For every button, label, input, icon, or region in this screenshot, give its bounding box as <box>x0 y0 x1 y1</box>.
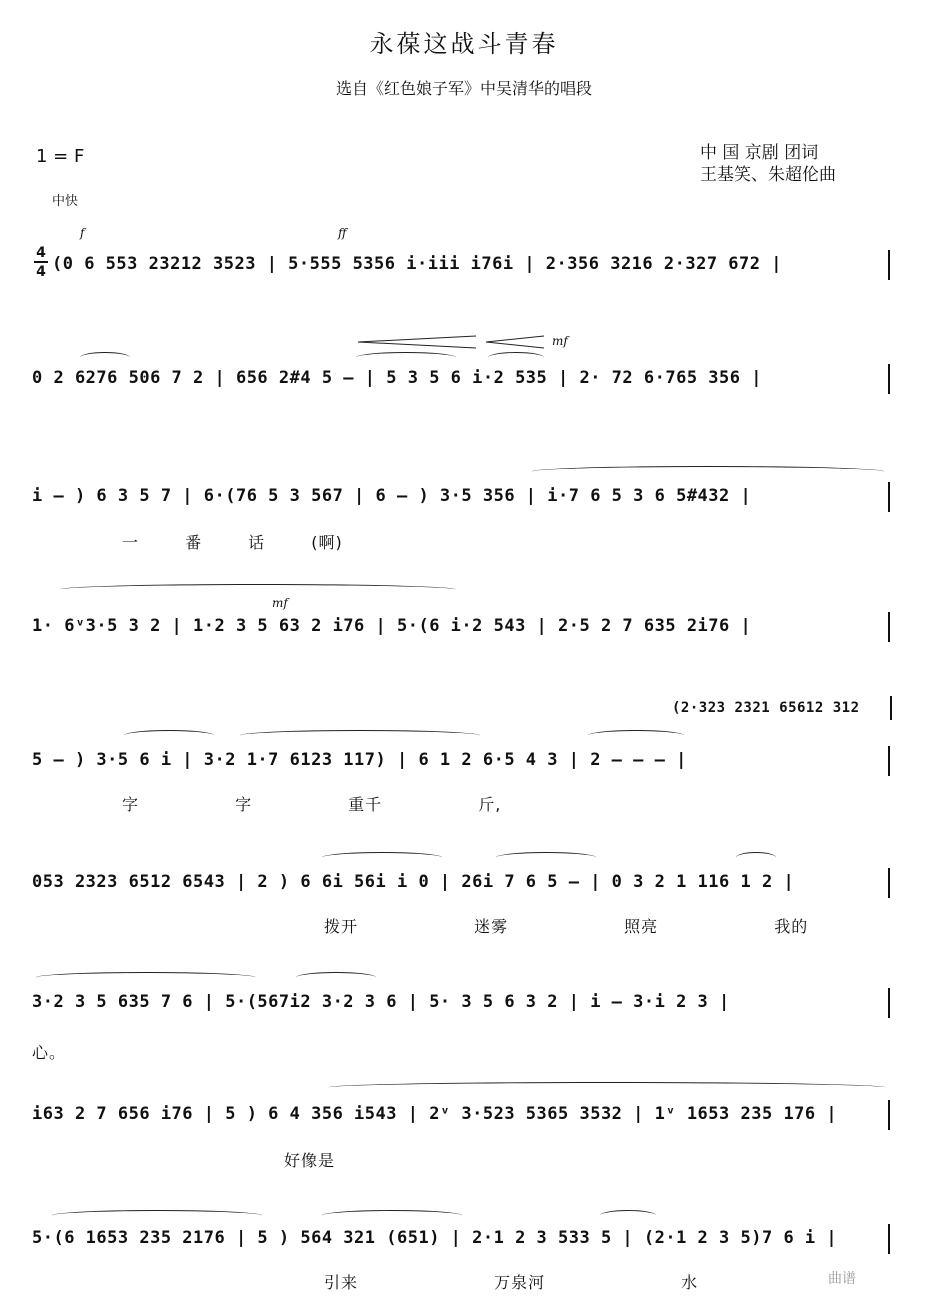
dynamic-marking: mf <box>552 334 568 348</box>
lyricist-credit: 中 国 京剧 团词 <box>700 143 819 163</box>
notation-row: i – ) 6 3 5 7 | 6·(76 5 3 567 | 6 – ) 3·5 356 | i·7 6 5 3 6 5#432 | <box>32 486 752 506</box>
composer-credit: 王基笑、朱超伦曲 <box>700 165 836 185</box>
slur <box>496 852 596 863</box>
page-title: 永葆这战斗青春 <box>369 30 559 58</box>
barline <box>888 1224 890 1254</box>
slur <box>240 730 480 741</box>
slur <box>356 352 456 363</box>
notation-row: i63 2 7 656 i76 | 5 ) 6 4 356 i543 | 2ᵛ 3·523 5365 3532 | 1ᵛ 1653 235 176 | <box>32 1104 838 1124</box>
barline <box>888 1100 890 1130</box>
lyrics-row: 一 番 话 (啊) <box>122 533 343 552</box>
slur <box>588 730 684 741</box>
notation-row: 053 2323 6512 6543 | 2 ) 6 6i 56i i 0 | 26i 7 6 5 – | 0 3 2 1 116 1 2 | <box>32 872 795 892</box>
slur <box>328 1082 886 1093</box>
barline <box>888 482 890 512</box>
slur <box>36 972 256 983</box>
barline <box>888 868 890 898</box>
slur <box>532 466 884 477</box>
barline <box>888 988 890 1018</box>
notation-row: (0 6 553 23212 3523 | 5·555 5356 i·iii i76i | 2·356 3216 2·327 672 | <box>52 254 782 274</box>
barline <box>888 364 890 394</box>
lyrics-row: 好像是 <box>284 1151 336 1170</box>
barline <box>888 746 890 776</box>
dynamic-marking: ff <box>338 226 347 240</box>
lyrics-row: 拨开 迷雾 照亮 我的 <box>324 917 809 936</box>
notation-row: 1· 6ᵛ3·5 3 2 | 1·2 3 5 63 2 i76 | 5·(6 i·2 543 | 2·5 2 7 635 2i76 | <box>32 616 752 636</box>
key-signature: 1 = F <box>36 146 85 167</box>
slur <box>736 852 776 863</box>
barline <box>888 250 890 280</box>
tempo-marking: 中快 <box>52 194 79 209</box>
slur <box>322 852 442 863</box>
slur <box>60 584 456 595</box>
barline <box>888 612 890 642</box>
lyrics-row: 引来 万泉河 水 <box>324 1273 699 1292</box>
notation-row: 5 – ) 3·5 6 i | 3·2 1·7 6123 117) | 6 1 2 6·5 4 3 | 2 – – – | <box>32 750 687 770</box>
slur <box>124 730 214 741</box>
page-subtitle: 选自《红色娘子军》中吴清华的唱段 <box>335 79 592 98</box>
lyrics-row: 心。 <box>32 1043 67 1062</box>
dynamic-marking: mf <box>272 596 288 610</box>
slur <box>296 972 376 983</box>
slur <box>52 1210 262 1221</box>
dynamic-marking: f <box>80 226 85 240</box>
slur <box>322 1210 462 1221</box>
notation-row: 0 2 6276 506 7 2 | 656 2#4 5 – | 5 3 5 6 i·2 535 | 2· 72 6·765 356 | <box>32 368 762 388</box>
overlay-notation: (2·323 2321 65612 312 <box>672 700 860 716</box>
notation-row: 3·2 3 5 635 7 6 | 5·(567i2 3·2 3 6 | 5· 3 5 6 3 2 | i – 3·i 2 3 | <box>32 992 730 1012</box>
barline <box>890 696 892 720</box>
slur <box>80 352 130 363</box>
lyrics-row: 字 字 重千 斤, <box>122 795 502 814</box>
hairpin-icon <box>356 334 546 350</box>
slur <box>488 352 544 363</box>
notation-row: 5·(6 1653 235 2176 | 5 ) 564 321 (651) | 2·1 2 3 533 5 | (2·1 2 3 5)7 6 i | <box>32 1228 838 1248</box>
watermark: 曲谱 <box>828 1271 856 1287</box>
slur <box>600 1210 656 1221</box>
time-signature-top: 4 <box>36 245 46 261</box>
time-signature-bottom: 4 <box>36 264 46 280</box>
